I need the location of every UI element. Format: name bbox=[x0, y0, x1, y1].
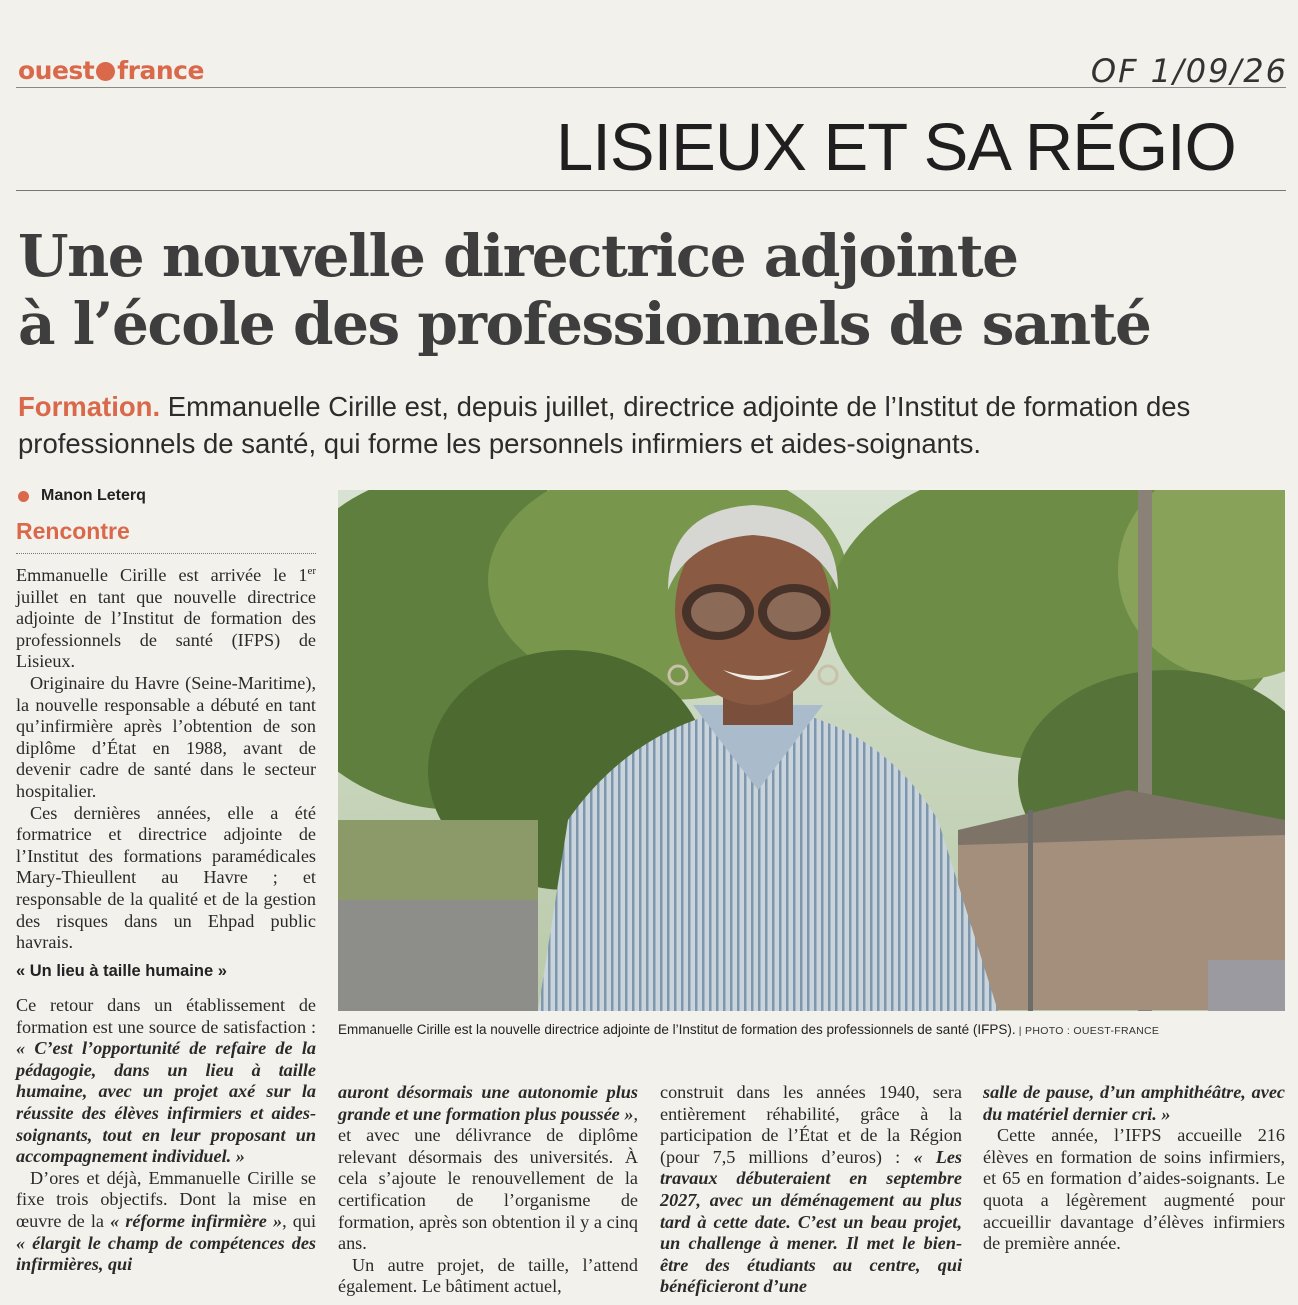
quote: auront désormais une autonomie plus grande et une formation plus poussée » bbox=[338, 1082, 638, 1124]
rubric-dotted-rule bbox=[16, 553, 316, 554]
body-column-4 bbox=[983, 1082, 1285, 1255]
headline-line-1: Une nouvelle directrice adjointe bbox=[18, 222, 1018, 290]
top-rule bbox=[16, 87, 1286, 88]
article-headline bbox=[18, 222, 1288, 358]
article-lede bbox=[18, 388, 1288, 462]
byline bbox=[18, 487, 146, 505]
quote: « élargit le champ de compétences des infirmières, qui bbox=[16, 1232, 316, 1275]
paragraph: Emmanuelle Cirille est arrivée le 1er juillet en tant que nouvelle directrice adjointe de l’Institut de formation des professionnels de santé (IFPS) de Lisieux. bbox=[16, 565, 316, 672]
paragraph: Originaire du Havre (Seine-Maritime), la nouvelle responsable a débuté en tant qu’infirmière après l’obtention de son diplôme d’État en 1988, avant de devenir cadre de santé dans le secteur hospitalier. bbox=[16, 673, 316, 801]
photo-caption bbox=[338, 1019, 1285, 1042]
section-rule bbox=[16, 190, 1286, 191]
body-column-3 bbox=[660, 1082, 962, 1298]
logo-text-ouest: ouest bbox=[18, 56, 95, 85]
body-column-1-top bbox=[16, 561, 316, 954]
lede-kicker: Formation. bbox=[18, 391, 161, 422]
caption-text: Emmanuelle Cirille est la nouvelle directrice adjointe de l’Institut de formation des professionnels de santé (IFPS). bbox=[338, 1022, 1016, 1037]
byline-bullet-icon bbox=[18, 491, 29, 502]
article-subhead: « Un lieu à taille humaine » bbox=[16, 962, 227, 980]
lede-text: Emmanuelle Cirille est, depuis juillet, directrice adjointe de l’Institut de formation des professionnels de santé, qui forme les personnels infirmiers et aides-soignants. bbox=[18, 391, 1191, 459]
ouest-france-logo bbox=[18, 56, 204, 85]
quote: « réforme infirmière » bbox=[110, 1210, 283, 1231]
logo-dot-icon bbox=[96, 62, 115, 81]
quote: « C’est l’opportunité de refaire de la pédagogie, dans un lieu à taille humaine, avec un projet axé sur la réussite des élèves infirmiers et aides-soignants, tout en leur proposant un accompagnement individuel. » bbox=[16, 1038, 316, 1167]
paragraph: auront désormais une autonomie plus grande et une formation plus poussée », et avec une délivrance de diplôme relevant désormais des universités. À cela s’ajoute le renouvellement de la certification de l’organisme de formation, après son obtention il y a cinq ans. bbox=[338, 1082, 638, 1254]
handwritten-date-note: OF 1/09/26 bbox=[1090, 52, 1288, 90]
paragraph bbox=[983, 1082, 1285, 1125]
quote: salle de pause, d’un amphithéâtre, avec du matériel dernier cri. » bbox=[983, 1082, 1285, 1124]
portrait-photo-illustration bbox=[338, 490, 1285, 1011]
paragraph: construit dans les années 1940, sera entièrement réhabilité, grâce à la participation de l’État et de la Région (pour 7,5 millions d’euros) : « Les travaux débuteraient en septembre 2027, avec un déménagement au plus tard à cette date. C’est un beau projet, un challenge à mener. Il met le bien-être des étudiants au centre, qui bénéficieront d’une bbox=[660, 1082, 962, 1297]
photo-credit: | PHOTO : OUEST-FRANCE bbox=[1015, 1025, 1160, 1037]
paragraph: Cette année, l’IFPS accueille 216 élèves en formation de soins infirmiers, et 65 en formation d’aides-soignants. Le quota a légèrement augmenté pour accueillir davantage d’élèves infirmiers de première année. bbox=[983, 1125, 1285, 1254]
paragraph: Ces dernières années, elle a été formatrice et directrice adjointe de l’Institut des formations paramédicales Mary-Thieullent au Havre ; et responsable de la qualité et de la gestion des risques dans un Ehpad public havrais. bbox=[16, 802, 316, 953]
body-column-1-bottom bbox=[16, 995, 316, 1276]
byline-author: Manon Leterq bbox=[41, 487, 146, 504]
logo-text-france: france bbox=[117, 56, 204, 85]
body-column-2 bbox=[338, 1082, 638, 1298]
paragraph: Un autre projet, de taille, l’attend également. Le bâtiment actuel, bbox=[338, 1254, 638, 1297]
paragraph: D’ores et déjà, Emmanuelle Cirille se fixe trois objectifs. Dont la mise en œuvre de la « réforme infirmière », qui « élargit le champ de compétences des infirmières, qui bbox=[16, 1167, 316, 1275]
paragraph: Ce retour dans un établissement de formation est une source de satisfaction : « C’est l’opportunité de refaire de la pédagogie, dans un lieu à taille humaine, avec un projet axé sur la réussite des élèves infirmiers et aides-soignants, tout en leur proposant un accompagnement individuel. » bbox=[16, 995, 316, 1167]
rubric-label: Rencontre bbox=[16, 518, 130, 544]
section-title: LISIEUX ET SA RÉGIO bbox=[556, 110, 1236, 185]
quote: « Les travaux débuteraient en septembre 2027, avec un déménagement au plus tard à cette date. C’est un beau projet, un challenge à mener. Il met le bien-être des étudiants au centre, qui bénéficieront d’une bbox=[660, 1146, 962, 1297]
headline-line-2: à l’école des professionnels de santé bbox=[18, 290, 1151, 358]
article-photo bbox=[338, 490, 1285, 1011]
